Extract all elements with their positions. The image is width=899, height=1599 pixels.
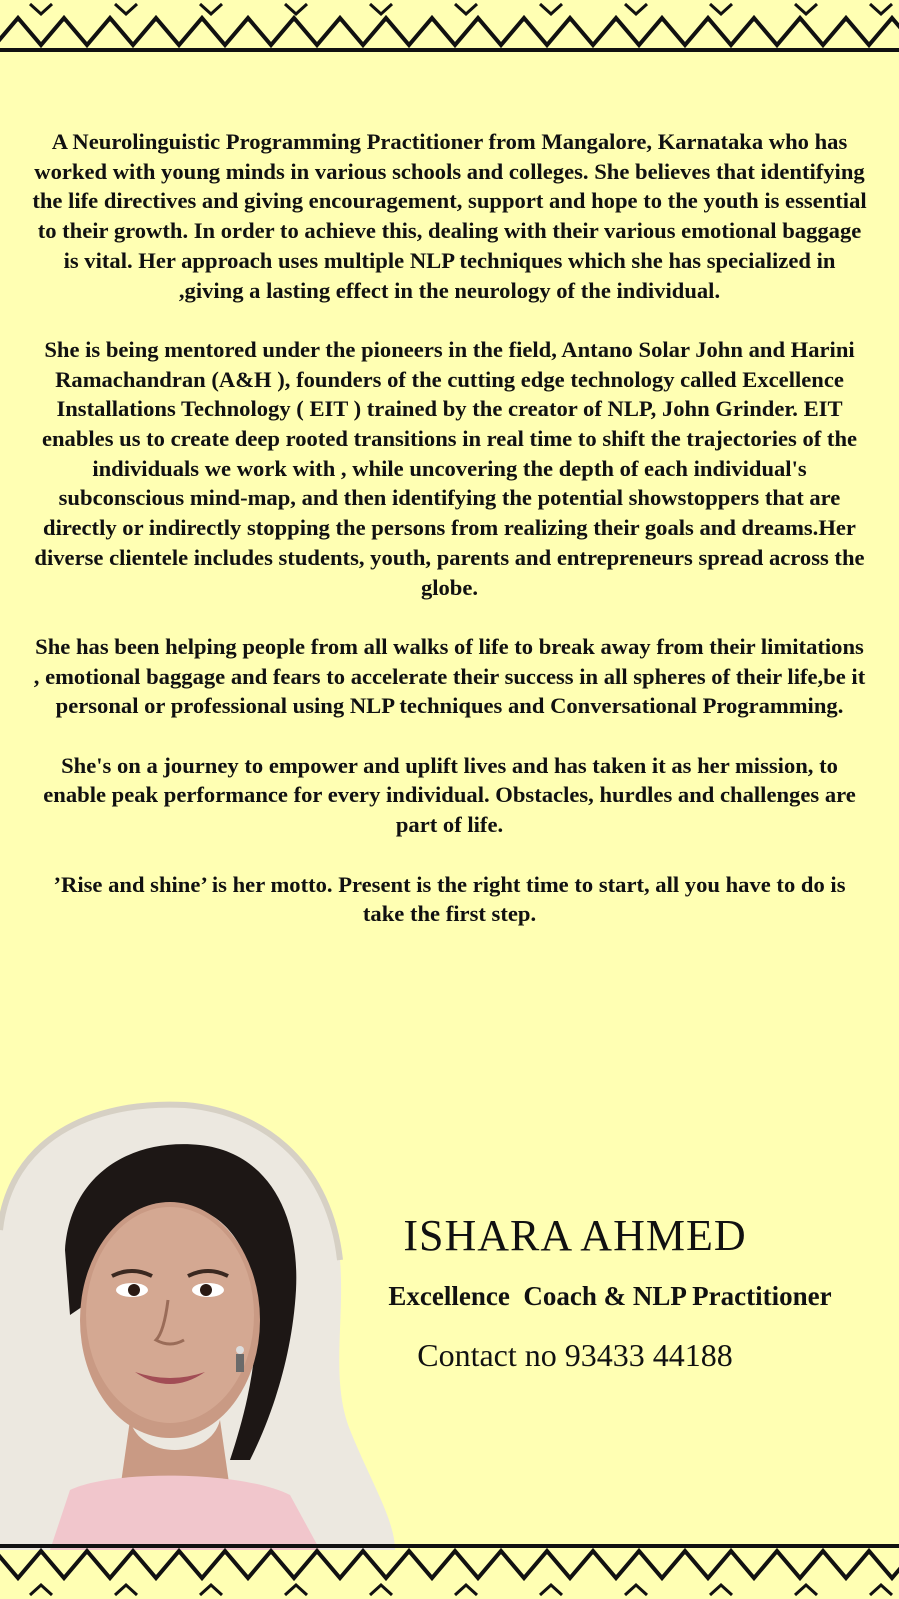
bio-paragraph-4: She's on a journey to empower and uplift lives and has taken it as her mission, to enable peak performance for every individual. Obstacles, hurdles and challenges are part of life. — [43, 752, 856, 838]
bio-paragraph-5: ’Rise and shine’ is her motto. Present is the right time to start, all you have to do is take the first step. — [53, 871, 846, 927]
bio-paragraph-2: She is being mentored under the pioneers in the field, Antano Solar John and Harini Ramachandran (A&H ), founders of the cutting edge technology called Excellence Installations Technology ( EIT ) trained by the creator of NLP, John Grinder. EIT enables us to create deep rooted transitions in real time to shift the trajectories of the individuals we work with , while uncovering the depth of each individual's subconscious mind-map, and then identifying the potential showstoppers that are directly or indirectly stopping the persons from realizing their goals and dreams.Her diverse clientele includes students, youth, parents and entrepreneurs spread across the globe. — [34, 336, 865, 600]
person-role: Excellence Coach & NLP Practitioner — [388, 1281, 832, 1311]
bio-paragraph-1: A Neurolinguistic Programming Practitioner from Mangalore, Karnataka who has worked with young minds in various schools and colleges. She believes that identifying the life directives and giving encouragement, support and hope to the youth is essential to their growth. In order to achieve this, dealing with their various emotional baggage is vital. Her approach uses multiple NLP techniques which she has specialized in ,giving a lasting effect in the neurology of the individual. — [32, 129, 867, 303]
contact-number: Contact no 93433 44188 — [417, 1337, 733, 1373]
bottom-border-pattern — [0, 1539, 899, 1599]
person-name: ISHARA AHMED — [403, 1211, 747, 1260]
bio-text-block — [30, 127, 869, 959]
bio-paragraph-3: She has been helping people from all walks of life to break away from their limitations , emotional baggage and fears to accelerate their success in all spheres of their life,be it personal or professional using NLP techniques and Conversational Programming. — [33, 633, 866, 719]
profile-photo — [0, 1100, 395, 1550]
top-border-pattern — [0, 0, 899, 60]
